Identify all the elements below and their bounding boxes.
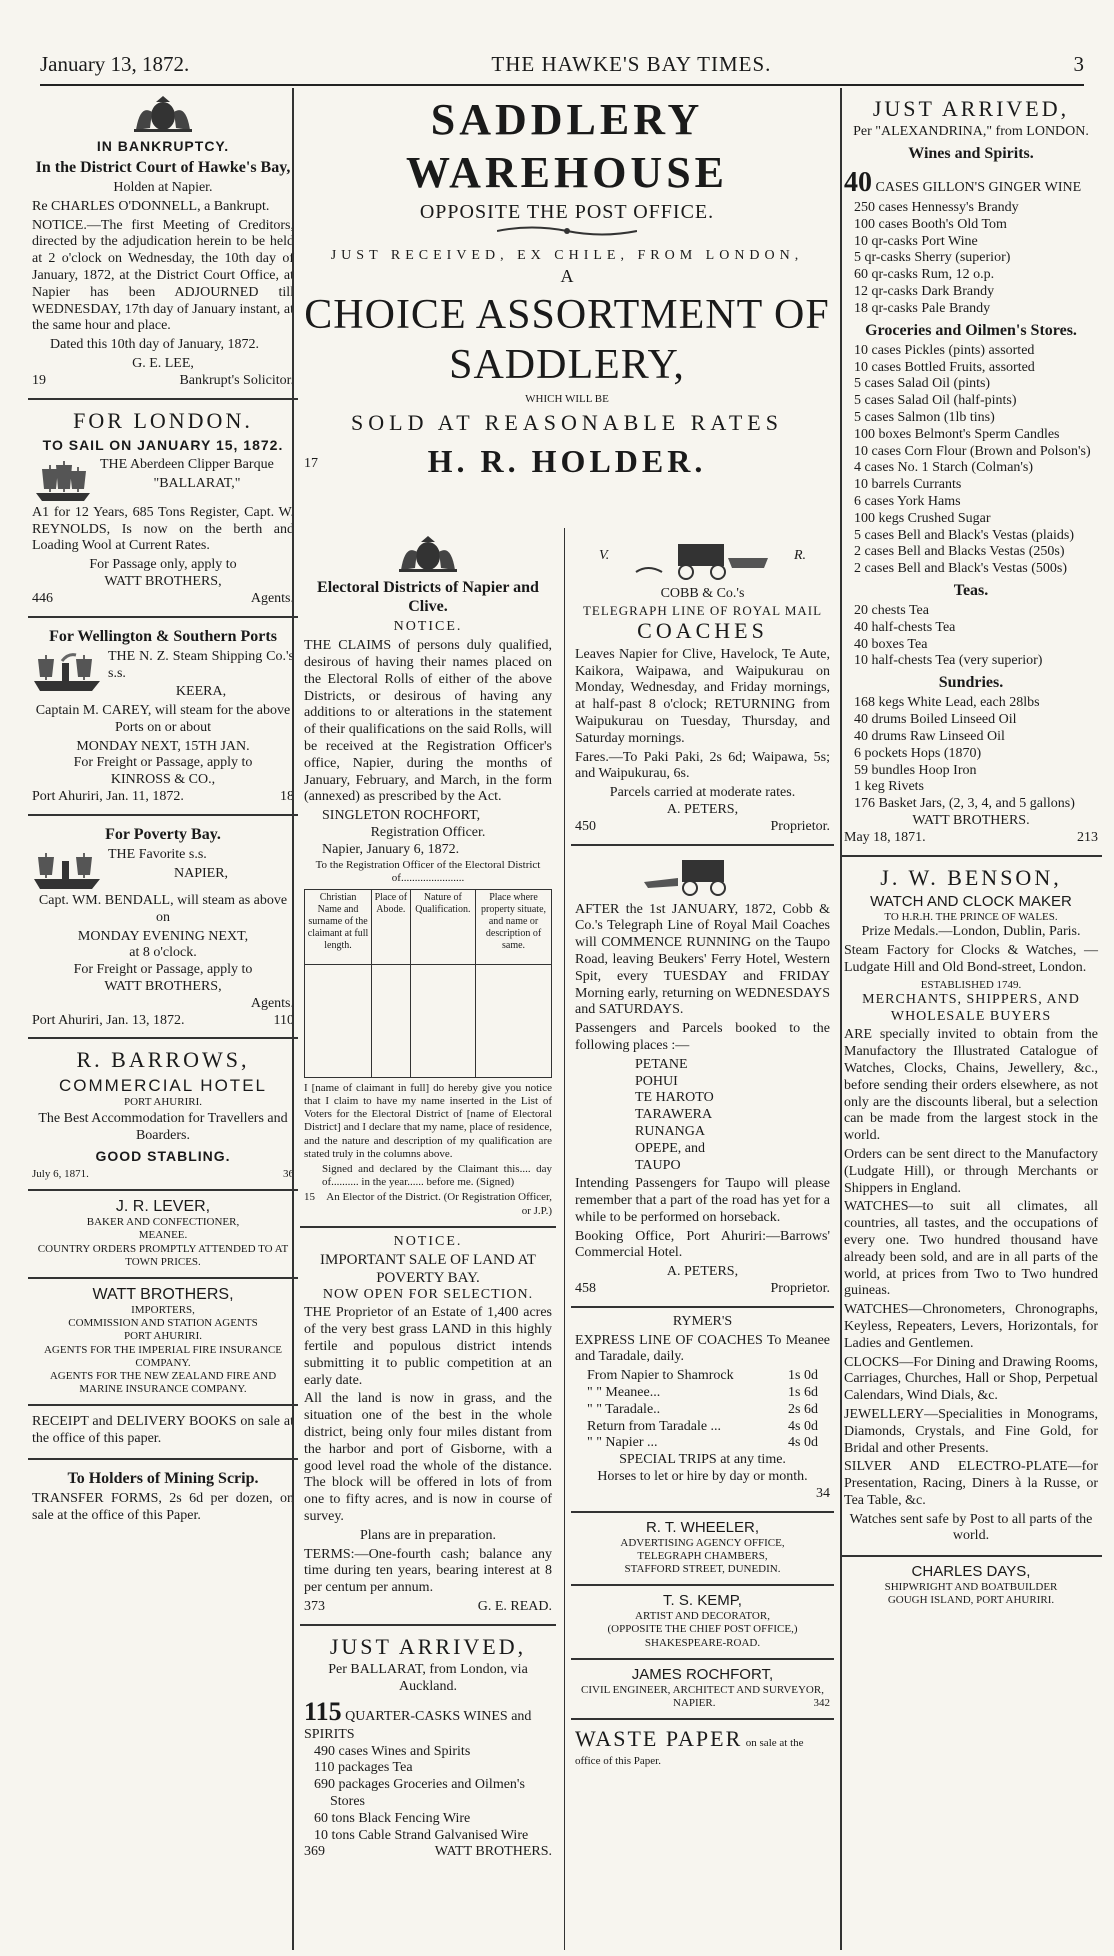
place-item: PETANE xyxy=(635,1056,688,1072)
ad-number: 17 xyxy=(304,456,318,472)
ad-number: 36 xyxy=(283,1167,294,1180)
taupo-office: Booking Office, Port Ahuriri:—Barrows' Commercial Hotel. xyxy=(575,1228,830,1261)
bankruptcy-dated: Dated this 10th day of January, 1872. xyxy=(50,337,260,353)
cobb-fares: Fares.—To Paki Paki, 2s 6d; Waipawa, 5s; and Waipukurau, 6s. xyxy=(575,749,830,782)
benson-ad xyxy=(840,857,1102,1558)
wheeler-name: R. T. WHEELER, xyxy=(645,1518,760,1536)
groceries-title: Groceries and Oilmen's Stores. xyxy=(865,321,1077,339)
royal-arms-icon xyxy=(393,534,463,574)
passage-line: For Passage only, apply to xyxy=(89,557,237,573)
sundries-list xyxy=(844,695,1098,813)
list-item: 2 cases Bell and Blacks Vestas (250s) xyxy=(854,544,1065,560)
wheeler-chambers: TELEGRAPH CHAMBERS, xyxy=(637,1549,768,1562)
list-item: 110 packages Tea xyxy=(314,1760,413,1776)
arrived-signer: WATT BROTHERS. xyxy=(434,1844,552,1860)
kemp-ad xyxy=(571,1586,834,1660)
bankruptcy-notice xyxy=(28,88,298,400)
fare: 1s 6d xyxy=(788,1385,818,1401)
lever-place: MEANEE. xyxy=(138,1229,188,1242)
list-item: 490 cases Wines and Spirits xyxy=(314,1743,471,1759)
list-item: 6 cases York Hams xyxy=(854,493,961,509)
list-item: 5 cases Bell and Black's Vestas (plaids) xyxy=(854,527,1074,543)
charles-days-ad xyxy=(840,1557,1102,1615)
place-date: Port Ahuriri, Jan. 13, 1872. xyxy=(32,1012,185,1028)
taupo-places xyxy=(575,1057,830,1175)
land-body1: THE Proprietor of an Estate of 1,400 acres of the very best grass LAND in this highly fertile and populous district intends submitting it to public competition at an early date. xyxy=(304,1305,552,1388)
form-col-property: Place where property situate, and name or description of same. xyxy=(476,889,552,964)
route: " " Taradale.. xyxy=(587,1401,661,1417)
benson-factory: Steam Factory for Clocks & Watches, —Ludgate Hill and Old Bond-street, London. xyxy=(844,943,1098,975)
form-col-name: Christian Name and surname of the claimant at full length. xyxy=(305,889,372,964)
taupo-role: Proprietor. xyxy=(770,1281,830,1297)
hotel-place: PORT AHURIRI. xyxy=(124,1096,202,1109)
benson-post: Watches sent safe by Post to all parts of the world. xyxy=(849,1511,1093,1544)
list-item: 60 qr-casks Rum, 12 o.p. xyxy=(854,267,995,283)
cobb-body: Leaves Napier for Clive, Havelock, Te Aute, Kaikora, Waipawa, and Waipukurau on Monday, Wednesday, and Friday mornings, at half-past 8 o'clock; RETURNING from Waipukurau on Tuesday, Thursday, and Saturday mornings. xyxy=(575,646,830,746)
holder-name: H. R. HOLDER. xyxy=(427,443,707,480)
list-item: 60 tons Black Fencing Wire xyxy=(314,1810,471,1826)
list-item: 10 barrels Currants xyxy=(854,477,962,493)
fare: 4s 0d xyxy=(788,1435,818,1451)
route: From Napier to Shamrock xyxy=(587,1368,734,1384)
issue-date: January 13, 1872. xyxy=(40,51,190,76)
apply-line: For Freight or Passage, apply to xyxy=(73,962,253,978)
benson-trade: WATCH AND CLOCK MAKER xyxy=(870,893,1072,911)
wheeler-street: STAFFORD STREET, DUNEDIN. xyxy=(624,1563,781,1576)
vr-left: V. xyxy=(599,548,610,563)
watt-line2: COMMISSION AND STATION AGENTS xyxy=(68,1317,258,1330)
poverty-bay-ad xyxy=(28,816,298,1040)
agents-name: KINROSS & CO., xyxy=(110,772,216,788)
cobb-name: COBB & Co.'s xyxy=(660,586,745,601)
rymer-coaches-ad xyxy=(571,1308,834,1513)
benson-watches2: WATCHES—Chronometers, Chronographs, Keyless, Repeaters, Levers, Horizontals, for Ladies and Gentlemen. xyxy=(844,1302,1098,1351)
ad-number: 110 xyxy=(273,1012,294,1028)
fare: 1s 0d xyxy=(788,1368,818,1384)
signer-role: Bankrupt's Solicitor. xyxy=(179,372,294,388)
bankrupt-name: Re CHARLES O'DONNELL, a Bankrupt. xyxy=(32,198,270,214)
arrived-items-list xyxy=(304,1744,552,1845)
ad-number: 213 xyxy=(1077,829,1098,845)
wines-title: Wines and Spirits. xyxy=(908,145,1034,163)
london-sailing-ad xyxy=(28,400,298,618)
rochfort-line: CIVIL ENGINEER, ARCHITECT AND SURVEYOR, xyxy=(581,1683,824,1696)
wheeler-ad xyxy=(571,1513,834,1587)
watt-name: WATT BROTHERS, xyxy=(92,1285,234,1303)
table-row xyxy=(575,1402,830,1419)
list-item: 5 cases Salad Oil (pints) xyxy=(854,376,991,392)
benson-jewellery: JEWELLERY—Specialities in Monograms, Diamonds, Crystals, and Fine Gold, for Bridal and other Presents. xyxy=(844,1406,1098,1456)
electoral-title: Electoral Districts of Napier and Clive. xyxy=(317,579,539,616)
days-name: CHARLES DAYS, xyxy=(911,1563,1031,1581)
stagecoach-icon xyxy=(638,852,768,898)
land-notice: NOTICE. xyxy=(393,1233,463,1249)
rochfort-name: JAMES ROCHFORT, xyxy=(631,1665,774,1683)
steamship-icon xyxy=(32,849,102,893)
ad-number: 450 xyxy=(575,818,596,834)
hotel-name: COMMERCIAL HOTEL xyxy=(58,1075,267,1095)
list-item: 40 half-chests Tea xyxy=(854,619,956,635)
days-trade: SHIPWRIGHT AND BOATBUILDER xyxy=(884,1581,1058,1594)
agents-name: WATT BROTHERS, xyxy=(104,979,222,995)
list-item: 5 cases Salmon (1lb tins) xyxy=(854,409,995,425)
form-col-qualification: Nature of Qualification. xyxy=(410,889,475,964)
land-title: IMPORTANT SALE OF LAND AT POVERTY BAY. xyxy=(320,1251,536,1286)
list-item: 690 packages Groceries and Oilmen's Stores xyxy=(314,1777,525,1810)
cobb-line: TELEGRAPH LINE OF ROYAL MAIL xyxy=(582,602,823,618)
sail-date: TO SAIL ON JANUARY 15, 1872. xyxy=(42,436,284,453)
ad-number: 373 xyxy=(304,1598,325,1614)
agents-name: WATT BROTHERS, xyxy=(104,573,222,589)
list-item: 12 qr-casks Dark Brandy xyxy=(854,283,995,299)
electoral-body: THE CLAIMS of persons duly qualified, desirous of having their names placed on the Electoral Rolls of either of the above Districts, or desirous of having any additions to or alterations in the statement of their qualifications on the said Rolls, will be received at the Registration Officer's office, Napier, during the months of January, February, and March, in the form (annexed) as prescribed by the Act. xyxy=(304,638,552,805)
waste-body: on sale at the office of this Paper. xyxy=(575,1737,804,1767)
masthead xyxy=(40,44,1084,86)
electoral-notice-heading: NOTICE. xyxy=(393,619,463,635)
center-right-subcolumn xyxy=(564,528,840,1950)
waste-paper-ad xyxy=(571,1720,834,1777)
stabling: GOOD STABLING. xyxy=(95,1148,231,1164)
arrived-signer: WATT BROTHERS. xyxy=(912,813,1030,829)
ad-number: 342 xyxy=(813,1696,830,1709)
page-number: 3 xyxy=(1073,51,1084,76)
list-item: 100 boxes Belmont's Sperm Candles xyxy=(854,426,1060,442)
rochfort-ad xyxy=(571,1660,834,1720)
london-title: FOR LONDON. xyxy=(73,407,253,433)
apply-line: For Freight or Passage, apply to xyxy=(73,755,253,771)
teas-title: Teas. xyxy=(953,581,989,599)
table-row xyxy=(575,1368,830,1385)
wines-lead-num: 40 xyxy=(844,167,872,199)
mining-body: TRANSFER FORMS, 2s 6d per dozen, on sale at the office of this Paper. xyxy=(32,1491,294,1523)
list-item: 250 cases Hennessy's Brandy xyxy=(854,199,1019,215)
cobb-parcels: Parcels carried at moderate rates. xyxy=(609,785,796,801)
lever-trade: BAKER AND CONFECTIONER, xyxy=(86,1216,240,1229)
london-details: A1 for 12 Years, 685 Tons Register, Capt. W. REYNOLDS, Is now on the berth and Loading Wool at Current Rates. xyxy=(32,504,294,554)
rochfort-place: NAPIER. xyxy=(673,1696,716,1709)
cobb-role: Proprietor. xyxy=(770,818,830,834)
saddlery-ad xyxy=(294,94,840,481)
list-item: 10 qr-casks Port Wine xyxy=(854,233,978,249)
arrived-per: Per "ALEXANDRINA," from LONDON. xyxy=(853,124,1089,140)
arrived-title: JUST ARRIVED, xyxy=(329,1633,527,1659)
route: " " Meanee... xyxy=(587,1385,661,1401)
benson-to: TO H.R.H. THE PRINCE OF WALES. xyxy=(884,911,1058,924)
benson-buyers: MERCHANTS, SHIPPERS, AND WHOLESALE BUYERS xyxy=(862,991,1080,1024)
list-item: 100 kegs Crushed Sugar xyxy=(854,510,991,526)
ad-number: 446 xyxy=(32,590,53,606)
land-sale-ad xyxy=(300,1228,556,1626)
watt-place: PORT AHURIRI. xyxy=(124,1330,202,1343)
ornament-icon xyxy=(497,224,637,238)
electoral-role: Registration Officer. xyxy=(370,824,486,840)
list-item: 6 pockets Hops (1870) xyxy=(854,745,982,761)
saddlery-a: A xyxy=(560,266,574,287)
form-to: To the Registration Officer of the Electoral District of....................... xyxy=(315,858,541,884)
benson-medals: Prize Medals.—London, Dublin, Paris. xyxy=(861,924,1081,940)
london-body: THE Aberdeen Clipper Barque xyxy=(100,456,274,472)
saddlery-title: SADDLERY WAREHOUSE xyxy=(405,95,729,197)
column-right xyxy=(840,88,1102,1950)
benson-clocks: CLOCKS—For Dining and Drawing Rooms, Carriages, Churches, Hall or Shop, Perpetual Calendars, Wind Dials, &c. xyxy=(844,1354,1098,1404)
taupo-signer: A. PETERS, xyxy=(666,1264,739,1280)
kemp-line: ARTIST AND DECORATOR, xyxy=(635,1610,770,1623)
place-item: TAUPO xyxy=(635,1157,681,1173)
benson-name: J. W. BENSON, xyxy=(880,864,1062,890)
benson-orders: Orders can be sent direct to the Manufactory (Ludgate Hill), or through Merchants or Shippers in England. xyxy=(844,1146,1098,1196)
lever-bakery-ad xyxy=(28,1191,298,1279)
lever-name: J. R. LEVER, xyxy=(115,1197,211,1215)
just-arrived-alexandrina-ad xyxy=(840,88,1102,857)
watt-brothers-ad xyxy=(28,1279,298,1407)
list-item: 18 qr-casks Pale Brandy xyxy=(854,300,991,316)
wines-list xyxy=(844,200,1098,318)
taupo-note: Intending Passengers for Taupo will please remember that a part of the road has yet for a while to be performed on horseback. xyxy=(575,1176,830,1225)
arrived-title: JUST ARRIVED, xyxy=(872,96,1070,121)
teas-list xyxy=(844,603,1098,670)
form-signed: Signed and declared by the Claimant this.... day of.......... in the year...... before me. (Signed) xyxy=(322,1163,552,1189)
land-signer: G. E. READ. xyxy=(477,1598,552,1614)
list-item: 2 cases Bell and Black's Vestas (500s) xyxy=(854,561,1068,577)
list-item: 100 cases Booth's Old Tom xyxy=(854,216,1007,232)
receipt-books-ad xyxy=(28,1406,298,1460)
ad-date: July 6, 1871. xyxy=(32,1167,89,1180)
benson-est: ESTABLISHED 1749. xyxy=(920,978,1022,991)
center-left-subcolumn xyxy=(294,528,562,1950)
list-item: 59 bundles Hoop Iron xyxy=(854,762,977,778)
poverty-time: at 8 o'clock. xyxy=(129,945,197,961)
mining-scrip-ad xyxy=(28,1460,298,1535)
poverty-title: For Poverty Bay. xyxy=(105,825,221,843)
wellington-captain: Captain M. CAREY, will steam for the above Ports on or about xyxy=(35,703,291,735)
bankruptcy-signer: G. E. LEE, xyxy=(132,355,194,371)
rymer-title: EXPRESS LINE OF COACHES To Meanee and Taradale, daily. xyxy=(575,1332,830,1365)
place-item: TE HAROTO xyxy=(635,1090,714,1106)
form-elector: An Elector of the District. (Or Registration Officer, or J.P.) xyxy=(326,1191,552,1217)
ship-name: "BALLARAT," xyxy=(153,475,241,491)
ad-number: 18 xyxy=(280,789,294,805)
list-item: 10 cases Bottled Fruits, assorted xyxy=(854,359,1035,375)
table-row xyxy=(575,1419,830,1436)
fare: 2s 6d xyxy=(788,1401,818,1417)
place-item: TARAWERA xyxy=(635,1107,713,1123)
saddlery-sold: SOLD AT REASONABLE RATES xyxy=(351,409,783,435)
list-item: 168 kegs White Lead, each 28lbs xyxy=(854,695,1040,711)
list-item: 176 Basket Jars, (2, 3, 4, and 5 gallons) xyxy=(854,796,1075,812)
barrows-hotel-ad xyxy=(28,1039,298,1191)
agents-role: Agents. xyxy=(250,995,294,1011)
ship-name: NAPIER, xyxy=(173,865,229,881)
list-item: 20 chests Tea xyxy=(854,603,929,619)
form-col-abode: Place of Abode. xyxy=(372,889,411,964)
waste-title: WASTE PAPER xyxy=(575,1726,743,1752)
hotel-body: The Best Accommodation for Travellers and Boarders. xyxy=(38,1111,288,1144)
cobb-taupo-ad xyxy=(571,846,834,1308)
land-open: NOW OPEN FOR SELECTION. xyxy=(322,1286,534,1302)
electoral-signer: SINGLETON ROCHFORT, xyxy=(322,808,481,824)
saddlery-which: WHICH WILL BE xyxy=(525,392,609,405)
fare: 4s 0d xyxy=(788,1418,818,1434)
route: Return from Taradale ... xyxy=(587,1418,722,1434)
barrows-name: R. BARROWS, xyxy=(76,1047,250,1073)
kemp-name: T. S. KEMP, xyxy=(663,1592,742,1610)
wellington-body: THE N. Z. Steam Shipping Co.'s s.s. xyxy=(108,648,294,681)
poverty-body: THE Favorite s.s. xyxy=(108,847,207,863)
watt-line1: IMPORTERS, xyxy=(131,1304,195,1317)
benson-silver: SILVER AND ELECTRO-PLATE—for Presentation, Racing, Diners à la Russe, or Tea Table, &c. xyxy=(844,1459,1098,1508)
ad-date: May 18, 1871. xyxy=(844,829,926,845)
ad-number: 15 xyxy=(304,1191,315,1204)
ad-number: 458 xyxy=(575,1281,596,1297)
sundries-title: Sundries. xyxy=(938,674,1004,692)
list-item: 5 cases Salad Oil (half-pints) xyxy=(854,393,1017,409)
place-item: OPEPE, and xyxy=(635,1140,705,1156)
taupo-booked: Passengers and Parcels booked to the following places :— xyxy=(575,1021,830,1053)
list-item: 10 tons Cable Strand Galvanised Wire xyxy=(314,1827,529,1843)
arrived-lead: QUARTER-CASKS WINES and SPIRITS xyxy=(304,1708,532,1742)
rymer-timetable xyxy=(575,1368,830,1452)
bankruptcy-title: IN BANKRUPTCY. xyxy=(96,138,230,154)
sailing-ship-icon xyxy=(32,459,94,505)
agents-role: Agents. xyxy=(250,590,294,606)
ad-number: 34 xyxy=(816,1485,830,1501)
kemp-road: SHAKESPEARE-ROAD. xyxy=(644,1636,761,1649)
list-item: 10 half-chests Tea (very superior) xyxy=(854,653,1043,669)
just-arrived-ballarat-ad xyxy=(300,1626,556,1870)
groceries-list xyxy=(844,343,1098,578)
poverty-captain: Capt. WM. BENDALL, will steam as above on xyxy=(38,893,288,925)
ad-number: 19 xyxy=(32,372,46,388)
place-item: POHUI xyxy=(635,1073,678,1089)
wines-lead: CASES GILLON'S GINGER WINE xyxy=(875,180,1082,196)
steamship-icon xyxy=(32,651,102,695)
receipt-body: RECEIPT and DELIVERY BOOKS on sale at the office of this paper. xyxy=(32,1414,294,1447)
watt-agents1: AGENTS FOR THE IMPERIAL FIRE INSURANCE COMPANY. xyxy=(43,1343,283,1369)
ship-name: KEERA, xyxy=(175,684,227,700)
cobb-signer: A. PETERS, xyxy=(666,801,739,817)
rymer-horses: Horses to let or hire by day or month. xyxy=(597,1469,808,1485)
watt-agents2: AGENTS FOR THE NEW ZEALAND FIRE AND MARINE INSURANCE COMPANY. xyxy=(49,1370,277,1396)
list-item: 10 cases Corn Flour (Brown and Polson's) xyxy=(854,443,1091,459)
wellington-title: For Wellington & Southern Ports xyxy=(49,627,277,645)
paper-title: THE HAWKE'S BAY TIMES. xyxy=(491,51,772,76)
wheeler-line: ADVERTISING AGENCY OFFICE, xyxy=(620,1536,785,1549)
electoral-notice xyxy=(300,528,556,1228)
benson-watches1: WATCHES—to suit all climates, all countries, all tastes, and the occupations of every one. Two hundred thousand have already been sold, and are in all parts of the world, at prices from Two to Two hundred guineas. xyxy=(844,1199,1098,1299)
poverty-date: MONDAY EVENING NEXT, xyxy=(77,928,249,944)
rymer-name: RYMER'S xyxy=(672,1313,733,1329)
list-item: 40 boxes Tea xyxy=(854,636,928,652)
list-item: 40 drums Boiled Linseed Oil xyxy=(854,712,1017,728)
arrived-lead-num: 115 xyxy=(304,1696,342,1726)
claim-form-table xyxy=(304,889,552,1078)
saddlery-sub: OPPOSITE THE POST OFFICE. xyxy=(419,200,715,223)
court-name: In the District Court of Hawke's Bay, xyxy=(35,158,291,176)
kemp-opp: (OPPOSITE THE CHIEF POST OFFICE,) xyxy=(607,1623,798,1636)
cobb-coaches-ad xyxy=(571,528,834,846)
lever-note: COUNTRY ORDERS PROMPTLY ATTENDED TO AT TOWN PRICES. xyxy=(37,1242,289,1268)
list-item: 5 qr-casks Sherry (superior) xyxy=(854,250,1011,266)
form-declaration: I [name of claimant in full] do hereby give you notice that I claim to have my name inserted in the List of Voters for the Electoral District of [name of Electoral District] and I declare that my name, place of residence, and the nature and description of my qualification are stated truly in the columns above. xyxy=(304,1081,552,1160)
saddlery-line: JUST RECEIVED, EX CHILE, FROM LONDON, xyxy=(330,247,804,263)
benson-body: ARE specially invited to obtain from the Manufactory the Illustrated Catalogue of Watches, Clocks, Chains, Jewellery, &c., before sending their orders elsewhere, as not only are the discounts liberal, but a selection can be made from the largest stock in the world. xyxy=(844,1027,1098,1144)
cobb-coaches: COACHES xyxy=(637,618,768,644)
place-date: Port Ahuriri, Jan. 11, 1872. xyxy=(32,789,184,805)
bankruptcy-body: NOTICE.—The first Meeting of Creditors, directed by the adjudication herein to be held at 2 o'clock on Wednesday, the 10th day of January, 1872, at the District Court Office, at Napier has been ADJOURNED till WEDNESDAY, 17th day of January instant, at the same hour and place. xyxy=(32,217,294,334)
route: " " Napier ... xyxy=(587,1435,658,1451)
column-center xyxy=(292,88,842,1950)
list-item: 1 keg Rivets xyxy=(854,779,924,795)
list-item: 10 cases Pickles (pints) assorted xyxy=(854,342,1035,358)
taupo-body: AFTER the 1st JANUARY, 1872, Cobb & Co.'s Telegraph Line of Royal Mail Coaches will COMMENCE RUNNING on the Taupo Road, leaving Beukers' Ferry Hotel, Western Spit, every TUESDAY and FRIDAY Morning early, returning on WEDNESDAYS and SATURDAYS. xyxy=(575,901,830,1018)
list-item: 40 drums Raw Linseed Oil xyxy=(854,729,1005,745)
saddlery-choice: CHOICE ASSORTMENT OF SADDLERY, xyxy=(304,291,830,389)
wellington-ad xyxy=(28,618,298,816)
table-row xyxy=(575,1435,830,1452)
mining-title: To Holders of Mining Scrip. xyxy=(67,1470,259,1488)
court-holden: Holden at Napier. xyxy=(113,179,213,195)
land-terms: TERMS:—One-fourth cash; balance any time during ten years, bearing interest at 8 per centum per annum. xyxy=(304,1546,552,1596)
stagecoach-icon xyxy=(628,534,778,582)
wellington-date: MONDAY NEXT, 15TH JAN. xyxy=(76,738,250,754)
royal-arms-icon xyxy=(128,94,198,134)
days-place: GOUGH ISLAND, PORT AHURIRI. xyxy=(887,1594,1055,1607)
rymer-special: SPECIAL TRIPS at any time. xyxy=(619,1452,786,1468)
electoral-dated: Napier, January 6, 1872. xyxy=(322,841,460,857)
land-plans: Plans are in preparation. xyxy=(359,1527,497,1543)
vr-right: R. xyxy=(793,548,806,563)
table-row xyxy=(575,1385,830,1402)
ad-number: 369 xyxy=(304,1844,325,1860)
list-item: 4 cases No. 1 Starch (Colman's) xyxy=(854,460,1034,476)
arrived-per: Per BALLARAT, from London, via Auckland. xyxy=(328,1662,528,1694)
column-left xyxy=(28,88,298,1950)
place-item: RUNANGA xyxy=(635,1123,705,1139)
land-body2: All the land is now in grass, and the situation one of the best in the whole district, being only four miles distant from the harbor and port of Gisborne, with a good level road the whole of the distance. The block will be offered in lots of from one to fifty acres, and is now in course of survey. xyxy=(304,1391,552,1524)
